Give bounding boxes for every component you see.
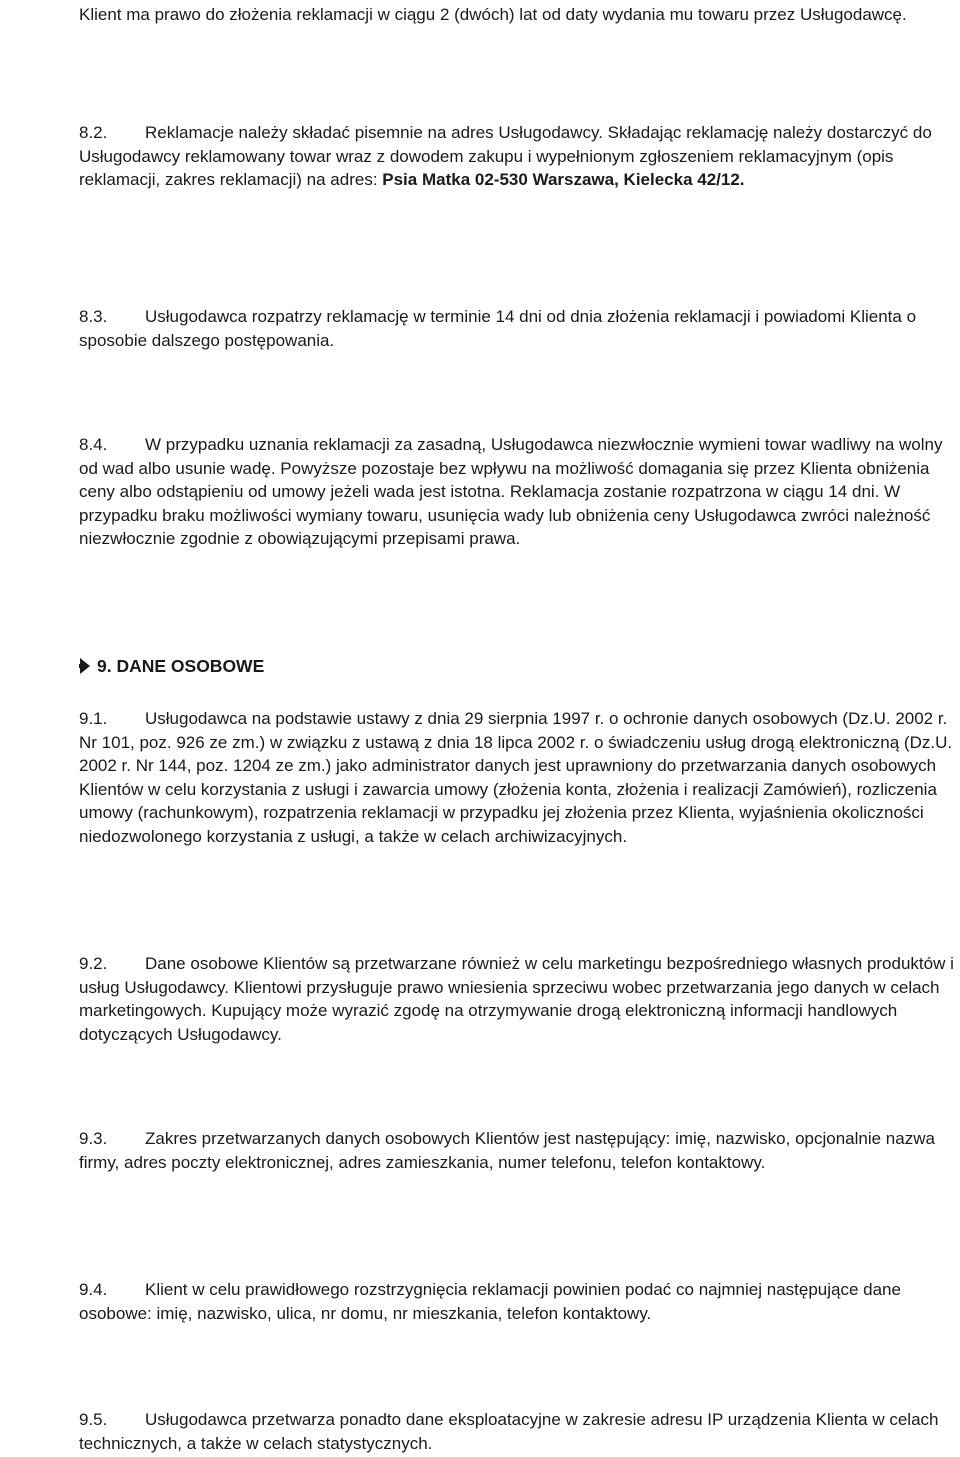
arrow-icon <box>79 657 91 681</box>
paragraph-9-4 <box>79 1278 959 1325</box>
paragraph-number: 8.2. <box>79 123 108 142</box>
paragraph-number: 9.5. <box>79 1410 108 1429</box>
paragraph-text: Usługodawca rozpatrzy reklamację w terminie 14 dni od dnia złożenia reklamacji i powiadomi Klienta o sposobie dalszego postępowania. <box>79 307 917 350</box>
paragraph-8-1-continuation <box>79 3 959 27</box>
paragraph-number: 9.1. <box>79 709 108 728</box>
paragraph-9-5 <box>79 1408 959 1455</box>
paragraph-text: Klient w celu prawidłowego rozstrzygnięcia reklamacji powinien podać co najmniej następujące dane osobowe: imię, nazwisko, ulica, nr domu, nr mieszkania, telefon kontaktowy. <box>79 1280 901 1323</box>
section-heading-9 <box>79 654 264 681</box>
paragraph-9-1 <box>79 707 959 848</box>
paragraph-9-2 <box>79 952 959 1046</box>
paragraph-text: Usługodawca przetwarza ponadto dane eksploatacyjne w zakresie adresu IP urządzenia Klienta w celach technicznych, a także w celach statystycznych. <box>79 1410 939 1453</box>
paragraph-text: Usługodawca na podstawie ustawy z dnia 29 sierpnia 1997 r. o ochronie danych osobowych (Dz.U. 2002 r. Nr 101, poz. 926 ze zm.) w związku z ustawą z dnia 18 lipca 2002 r. o świadczeniu usług drogą elektroniczną (Dz.U. 2002 r. Nr 144, poz. 1204 ze zm.) jako administrator danych jest uprawniony do przetwarzania danych osobowych Klientów w celu korzystania z usługi i zawarcia umowy (złożenia konta, złożenia i realizacji Zamówień), rozliczenia umowy (rachunkowym), rozpatrzenia reklamacji w przypadku jej złożenia przez Klienta, wyjaśnienia okoliczności niedozwolonego korzystania z usługi, a także w celach archiwizacyjnych. <box>79 709 953 846</box>
paragraph-number: 8.3. <box>79 307 108 326</box>
paragraph-number: 9.3. <box>79 1129 108 1148</box>
paragraph-8-4 <box>79 433 959 551</box>
paragraph-text: W przypadku uznania reklamacji za zasadną, Usługodawca niezwłocznie wymieni towar wadliwy na wolny od wad albo usunie wadę. Powyższe pozostaje bez wpływu na możliwość domagania się przez Klienta obniżenia ceny albo odstąpieniu od umowy jeżeli wada jest istotna. Reklamacja zostanie rozpatrzona w ciągu 14 dni. W przypadku braku możliwości wymiany towaru, usunięcia wady lub obniżenia ceny Usługodawca zwróci należność niezwłocznie zgodnie z obowiązującymi przepisami prawa. <box>79 435 943 548</box>
paragraph-8-3 <box>79 305 959 352</box>
paragraph-number: 8.4. <box>79 435 108 454</box>
paragraph-9-3 <box>79 1127 959 1174</box>
paragraph-number: 9.4. <box>79 1280 108 1299</box>
paragraph-8-2 <box>79 121 959 192</box>
paragraph-text: Zakres przetwarzanych danych osobowych Klientów jest następujący: imię, nazwisko, opcjonalnie nazwa firmy, adres poczty elektronicznej, adres zamieszkania, numer telefonu, telefon kontaktowy. <box>79 1129 935 1172</box>
paragraph-text: Klient ma prawo do złożenia reklamacji w ciągu 2 (dwóch) lat od daty wydania mu towaru przez Usługodawcę. <box>79 5 907 24</box>
paragraph-text: Reklamacje należy składać pisemnie na adres Usługodawcy. Składając reklamację należy dostarczyć do Usługodawcy reklamowany towar wraz z dowodem zakupu i wypełnionym zgłoszeniem reklamacyjnym (opis reklamacji, zakres reklamacji) na adres: <box>79 123 932 189</box>
paragraph-text: Dane osobowe Klientów są przetwarzane również w celu marketingu bezpośredniego własnych produktów i usług Usługodawcy. Klientowi przysługuje prawo wniesienia sprzeciwu wobec przetwarzania jego danych w celach marketingowych. Kupujący może wyrazić zgodę na otrzymywanie drogą elektroniczną informacji handlowych dotyczących Usługodawcy. <box>79 954 954 1044</box>
complaint-address: Psia Matka 02-530 Warszawa, Kielecka 42/12. <box>382 170 745 189</box>
section-title: 9. DANE OSOBOWE <box>97 656 265 676</box>
paragraph-number: 9.2. <box>79 954 108 973</box>
